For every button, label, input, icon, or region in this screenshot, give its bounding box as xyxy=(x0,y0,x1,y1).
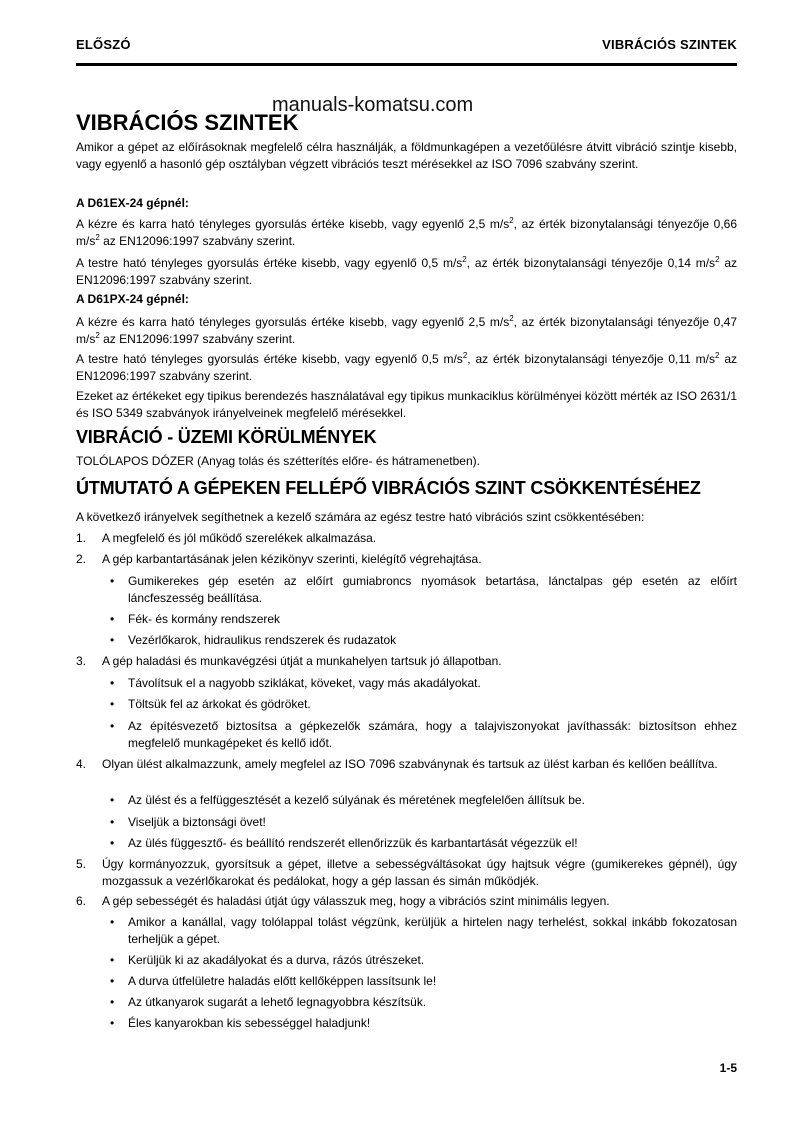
sub-list-item: Töltsük fel az árkokat és gödröket. xyxy=(128,697,311,711)
list-number: 3. xyxy=(76,654,87,668)
text: , az érték bizonytalansági tényezője 0,11 m/s xyxy=(467,352,716,366)
text: az EN12096:1997 szabvány szerint. xyxy=(99,332,296,346)
text: az EN12096:1997 szabvány szerint. xyxy=(99,234,296,248)
text: A testre ható tényleges gyorsulás értéke kisebb, vagy egyenlő 0,5 m/s xyxy=(76,256,463,270)
list-item: A megfelelő és jól működő szerelékek alkalmazása. xyxy=(102,531,377,545)
list-number: 2. xyxy=(76,552,87,566)
sub-list-item: Viseljük a biztonsági övet! xyxy=(128,815,266,829)
bullet-icon: • xyxy=(110,633,115,647)
bullet-icon: • xyxy=(110,815,115,829)
bullet-icon: • xyxy=(110,995,115,1009)
sub-list-item: Az útkanyarok sugarát a lehető legnagyobbra készítsük. xyxy=(128,995,427,1009)
text: A kézre és karra ható tényleges gyorsulás értéke kisebb, vagy egyenlő 2,5 m/s xyxy=(76,217,510,231)
sub-list-item: Gumikerekes gép esetén az előírt gumiabroncs nyomások betartása, lánctalpas gép esetén az előírt láncfeszesség beállítása. xyxy=(128,574,737,605)
conditions-text: TOLÓLAPOS DÓZER (Anyag tolás és szétterítés előre- és hátramenetben). xyxy=(76,454,480,468)
sub-list-item: Amikor a kanállal, vagy tolólappal tolást végzünk, kerüljük a hirtelen nagy terhelést, sokkal inkább fokozatosan terheljük a gépet. xyxy=(128,915,737,946)
sub-list-item: Az építésvezető biztosítsa a gépkezelők számára, hogy a talajviszonyokat javíthassák: biztosítson ehhez megfelelő munkagépeket és kellő időt. xyxy=(128,719,737,750)
bullet-icon: • xyxy=(110,612,115,626)
text: az EN12096:1997 szabvány szerint. xyxy=(76,352,738,383)
superscript: 2 xyxy=(509,314,514,323)
page-number: 1-5 xyxy=(719,1061,737,1075)
guide-intro: A következő irányelvek segíthetnek a kezelő számára az egész testre ható vibrációs szint csökkentésében: xyxy=(76,510,645,524)
sub-list-item: Vezérlőkarok, hidraulikus rendszerek és rudazatok xyxy=(128,633,397,647)
bullet-icon: • xyxy=(110,574,115,588)
bullet-icon: • xyxy=(110,974,115,988)
header-chapter: VIBRÁCIÓS SZINTEK xyxy=(602,37,737,52)
sub-list-item: Az ülés függesztő- és beállító rendszerét ellenőrizzük és karbantartását végezzük el! xyxy=(128,836,578,850)
list-number: 1. xyxy=(76,531,87,545)
ex-heading: A D61EX-24 gépnél: xyxy=(76,196,189,210)
text: A testre ható tényleges gyorsulás értéke kisebb, vagy egyenlő 0,5 m/s xyxy=(76,352,463,366)
sub-list-item: Éles kanyarokban kis sebességgel haladjunk! xyxy=(128,1016,371,1030)
text: , az érték bizonytalansági tényezője 0,66 m/s xyxy=(76,217,737,248)
bullet-icon: • xyxy=(110,719,115,733)
px-body-paragraph xyxy=(76,351,737,385)
list-number: 6. xyxy=(76,894,87,908)
superscript: 2 xyxy=(715,351,720,360)
superscript: 2 xyxy=(509,216,514,225)
bullet-icon: • xyxy=(110,915,115,929)
text: , az érték bizonytalansági tényezője 0,14 m/s xyxy=(466,256,716,270)
ex-body-paragraph xyxy=(76,255,737,289)
bullet-icon: • xyxy=(110,1016,115,1030)
text: A kézre és karra ható tényleges gyorsulás értéke kisebb, vagy egyenlő 2,5 m/s xyxy=(76,315,510,329)
text: , az érték bizonytalansági tényezője 0,47 m/s xyxy=(76,315,737,346)
header-rule xyxy=(76,63,737,66)
sub-list-item: Az ülést és a felfüggesztését a kezelő súlyának és méretének megfelelően állítsuk be. xyxy=(128,793,585,807)
bullet-icon: • xyxy=(110,836,115,850)
page-title: VIBRÁCIÓS SZINTEK xyxy=(76,110,299,135)
list-item: Úgy kormányozzuk, gyorsítsuk a gépet, illetve a sebességváltásokat úgy hajtsuk végre (gumikerekes gépnél), úgy mozgassuk a vezérlőkarokat és pedálokat, hogy a gép lassan és simán működjék. xyxy=(102,857,737,888)
sub-list-item: A durva útfelületre haladás előtt kellőképpen lassítsunk le! xyxy=(128,974,437,988)
list-item: A gép sebességét és haladási útját úgy válasszuk meg, hogy a vibrációs szint minimális legyen. xyxy=(102,894,610,908)
bullet-icon: • xyxy=(110,953,115,967)
superscript: 2 xyxy=(95,233,100,242)
superscript: 2 xyxy=(462,255,467,264)
px-hand-paragraph xyxy=(76,314,737,348)
measure-note: Ezeket az értékeket egy tipikus berendezés használatával egy tipikus munkaciklus körülményei között mérték az ISO 2631/1 és ISO 5349 szabványok irányelveinek megfelelő mérésekkel. xyxy=(76,389,738,420)
guide-heading: ÚTMUTATÓ A GÉPEKEN FELLÉPŐ VIBRÁCIÓS SZINT CSÖKKENTÉSÉHEZ xyxy=(76,478,701,498)
list-item: A gép haladási és munkavégzési útját a munkahelyen tartsuk jó állapotban. xyxy=(102,654,502,668)
list-number: 4. xyxy=(76,757,87,771)
bullet-icon: • xyxy=(110,793,115,807)
conditions-heading: VIBRÁCIÓ - ÜZEMI KÖRÜLMÉNYEK xyxy=(76,427,377,447)
sub-list-item: Fék- és kormány rendszerek xyxy=(128,612,281,626)
list-item: Olyan ülést alkalmazzunk, amely megfelel az ISO 7096 szabványnak és tartsuk az ülést karban és kellően beállítva. xyxy=(102,757,718,771)
intro-paragraph: Amikor a gépet az előírásoknak megfelelő célra használják, a földmunkagépen a vezetőülésre átvitt vibráció szintje kisebb, vagy egyenlő a hasonló gép osztályban végzett vibrációs teszt mérésekkel az ISO 7096 szabvány szerint. xyxy=(76,140,737,171)
bullet-icon: • xyxy=(110,676,115,690)
superscript: 2 xyxy=(715,255,720,264)
ex-hand-paragraph xyxy=(76,216,737,250)
text: az EN12096:1997 szabvány szerint. xyxy=(76,256,737,287)
bullet-icon: • xyxy=(110,697,115,711)
sub-list-item: Távolítsuk el a nagyobb sziklákat, köveket, vagy más akadályokat. xyxy=(128,676,481,690)
list-item: A gép karbantartásának jelen kézikönyv szerinti, kielégítő végrehajtása. xyxy=(102,552,482,566)
list-number: 5. xyxy=(76,857,87,871)
px-heading: A D61PX-24 gépnél: xyxy=(76,292,189,306)
header-section: ELŐSZÓ xyxy=(76,37,131,52)
superscript: 2 xyxy=(462,351,468,360)
sub-list-item: Kerüljük ki az akadályokat és a durva, rázós útrészeket. xyxy=(128,953,425,967)
superscript: 2 xyxy=(95,331,100,340)
watermark: manuals-komatsu.com xyxy=(272,94,474,116)
